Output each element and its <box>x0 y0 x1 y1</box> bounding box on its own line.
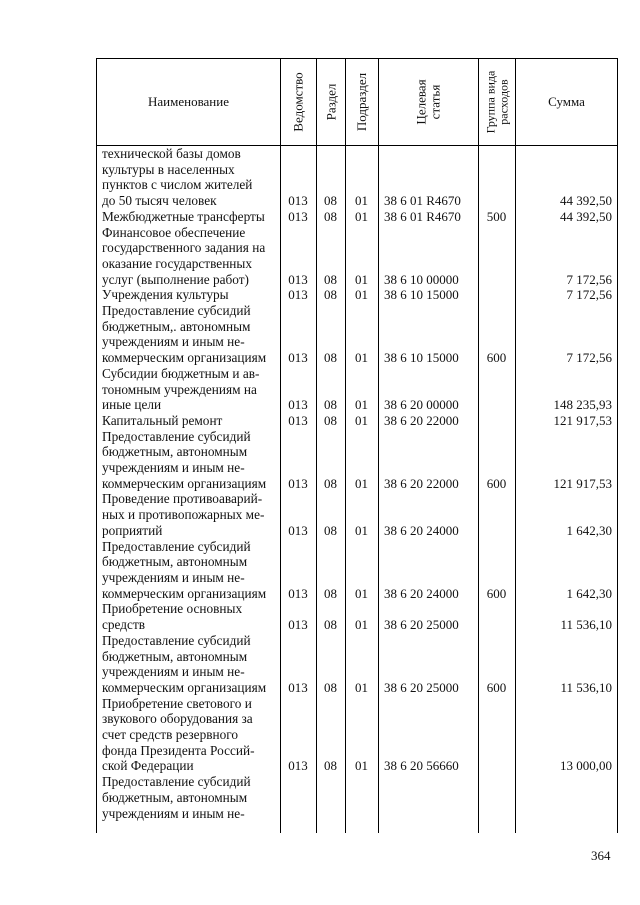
name-line: учреждениям и иным не- <box>102 334 245 350</box>
name-line: до 50 тысяч человек <box>102 193 217 209</box>
name-line: бюджетным, автономным <box>102 554 248 570</box>
cell-podrazdel: 01 <box>355 522 368 538</box>
budget-table <box>96 58 618 833</box>
header-vedomstvo <box>281 59 316 145</box>
cell-vedomstvo: 013 <box>288 271 308 287</box>
table-body <box>97 146 617 821</box>
header-podrazdel <box>346 59 378 145</box>
header-vedomstvo-label: Ведомство <box>290 72 306 132</box>
name-line: Субсидии бюджетным и ав- <box>102 365 260 381</box>
table-row <box>97 774 617 821</box>
name-line: Предоставление субсидий <box>102 774 251 790</box>
cell-name <box>97 696 280 775</box>
table-row <box>97 539 617 602</box>
cell-vedomstvo: 013 <box>288 412 308 428</box>
table-row <box>97 303 617 366</box>
cell-name <box>97 287 280 303</box>
cell-gruppa: 600 <box>486 679 507 695</box>
table-row <box>97 491 617 538</box>
cell-name <box>97 146 280 209</box>
cell-razdel: 08 <box>324 208 337 224</box>
name-line: бюджетным, автономным <box>102 789 248 805</box>
header-gruppa-line2: расходов <box>496 79 510 125</box>
cell-summa: 11 536,10 <box>560 617 612 633</box>
cell-razdel: 08 <box>324 475 337 491</box>
name-line: учреждениям и иным не- <box>102 664 245 680</box>
cell-razdel: 08 <box>324 350 337 366</box>
name-line: Учреждения культуры <box>102 287 229 303</box>
name-line: роприятий <box>102 522 163 538</box>
table-row <box>97 287 617 303</box>
table-row <box>97 209 617 225</box>
cell-celevaya: 38 6 10 00000 <box>384 271 459 287</box>
name-line: учреждениям и иным не- <box>102 460 245 476</box>
cell-podrazdel: 01 <box>355 617 368 633</box>
cell-vedomstvo: 013 <box>288 758 308 774</box>
name-line: коммерческим организациям <box>102 585 267 601</box>
name-line: средств <box>102 617 146 633</box>
cell-razdel: 08 <box>324 397 337 413</box>
cell-podrazdel: 01 <box>355 397 368 413</box>
name-line: ных и противопожарных ме- <box>102 507 265 523</box>
cell-summa: 7 172,56 <box>566 287 612 303</box>
cell-vedomstvo: 013 <box>288 679 308 695</box>
cell-celevaya: 38 6 20 22000 <box>384 412 459 428</box>
cell-gruppa: 500 <box>486 208 507 224</box>
cell-celevaya: 38 6 20 25000 <box>384 679 459 695</box>
name-line: коммерческим организациям <box>102 679 267 695</box>
cell-celevaya: 38 6 20 24000 <box>384 522 459 538</box>
cell-vedomstvo: 013 <box>288 475 308 491</box>
header-gruppa <box>479 59 515 145</box>
name-line: государственного задания на <box>102 240 266 256</box>
cell-razdel: 08 <box>324 271 337 287</box>
cell-vedomstvo: 013 <box>288 397 308 413</box>
cell-celevaya: 38 6 20 22000 <box>384 475 459 491</box>
header-celevaya-line2: статья <box>427 84 443 120</box>
name-line: культуры в населенных <box>102 161 235 177</box>
header-summa <box>516 59 617 145</box>
name-line: коммерческим организациям <box>102 475 267 491</box>
cell-name <box>97 429 280 492</box>
table-row <box>97 429 617 492</box>
cell-vedomstvo: 013 <box>288 522 308 538</box>
name-line: бюджетным, автономным <box>102 444 248 460</box>
name-line: фонда Президента Россий- <box>102 742 255 758</box>
cell-podrazdel: 01 <box>355 412 368 428</box>
cell-gruppa: 600 <box>486 350 507 366</box>
cell-name <box>97 366 280 413</box>
table-row <box>97 225 617 288</box>
cell-summa: 7 172,56 <box>566 350 612 366</box>
cell-razdel: 08 <box>324 412 337 428</box>
name-line: ской Федерации <box>102 758 194 774</box>
cell-summa: 11 536,10 <box>560 679 612 695</box>
cell-summa: 1 642,30 <box>566 585 612 601</box>
cell-podrazdel: 01 <box>355 475 368 491</box>
name-line: Финансовое обеспечение <box>102 224 246 240</box>
table-row <box>97 146 617 209</box>
cell-podrazdel: 01 <box>355 271 368 287</box>
cell-name <box>97 209 280 225</box>
name-line: бюджетным,. автономным <box>102 318 251 334</box>
cell-razdel: 08 <box>324 585 337 601</box>
cell-celevaya: 38 6 10 15000 <box>384 350 459 366</box>
name-line: оказание государственных <box>102 255 253 271</box>
cell-razdel: 08 <box>324 522 337 538</box>
header-celevaya-line1: Целевая <box>413 79 429 125</box>
cell-vedomstvo: 013 <box>288 585 308 601</box>
cell-podrazdel: 01 <box>355 585 368 601</box>
table-row <box>97 633 617 696</box>
cell-razdel: 08 <box>324 193 337 209</box>
cell-name <box>97 413 280 429</box>
cell-celevaya: 38 6 01 R4670 <box>384 208 461 224</box>
header-razdel <box>317 59 345 145</box>
cell-podrazdel: 01 <box>355 287 368 303</box>
name-line: Предоставление субсидий <box>102 538 251 554</box>
cell-vedomstvo: 013 <box>288 208 308 224</box>
name-line: иные цели <box>102 397 162 413</box>
cell-razdel: 08 <box>324 758 337 774</box>
table-row <box>97 696 617 775</box>
cell-name <box>97 539 280 602</box>
cell-podrazdel: 01 <box>355 679 368 695</box>
name-line: Приобретение основных <box>102 601 243 617</box>
cell-name <box>97 491 280 538</box>
cell-summa: 7 172,56 <box>566 271 612 287</box>
table-row <box>97 366 617 413</box>
name-line: технической базы домов <box>102 146 241 161</box>
cell-summa: 13 000,00 <box>560 758 612 774</box>
name-line: Межбюджетные трансферты <box>102 208 265 224</box>
cell-name <box>97 633 280 696</box>
cell-celevaya: 38 6 20 56660 <box>384 758 459 774</box>
name-line: Проведение противоаварий- <box>102 491 263 507</box>
cell-vedomstvo: 013 <box>288 617 308 633</box>
cell-podrazdel: 01 <box>355 758 368 774</box>
name-line: Приобретение светового и <box>102 695 252 711</box>
cell-podrazdel: 01 <box>355 208 368 224</box>
header-razdel-label: Раздел <box>323 83 338 121</box>
cell-name <box>97 303 280 366</box>
cell-gruppa: 600 <box>486 475 507 491</box>
cell-summa: 44 392,50 <box>560 208 612 224</box>
header-summa-label: Сумма <box>548 94 585 109</box>
cell-summa: 44 392,50 <box>560 193 612 209</box>
name-line: Предоставление субсидий <box>102 632 251 648</box>
cell-razdel: 08 <box>324 679 337 695</box>
cell-podrazdel: 01 <box>355 193 368 209</box>
name-line: тономным учреждениям на <box>102 381 257 397</box>
cell-celevaya: 38 6 01 R4670 <box>384 193 461 209</box>
header-gruppa-line1: Группа вида <box>483 70 497 134</box>
cell-summa: 121 917,53 <box>553 475 612 491</box>
cell-summa: 148 235,93 <box>553 397 612 413</box>
cell-razdel: 08 <box>324 617 337 633</box>
header-podrazdel-label: Подраздел <box>354 72 370 132</box>
cell-summa: 1 642,30 <box>566 522 612 538</box>
page-number: 364 <box>591 848 611 863</box>
name-line: услуг (выполнение работ) <box>102 271 249 287</box>
cell-celevaya: 38 6 10 15000 <box>384 287 459 303</box>
cell-name <box>97 601 280 632</box>
header-name <box>97 59 280 145</box>
cell-celevaya: 38 6 20 00000 <box>384 397 459 413</box>
name-line: учреждениям и иным не- <box>102 569 245 585</box>
name-line: счет средств резервного <box>102 727 239 743</box>
name-line: пунктов с числом жителей <box>102 177 253 193</box>
cell-summa: 121 917,53 <box>553 412 612 428</box>
name-line: Предоставление субсидий <box>102 428 251 444</box>
name-line: учреждениям и иным не- <box>102 805 245 821</box>
cell-gruppa: 600 <box>486 585 507 601</box>
name-line: звукового оборудования за <box>102 711 253 727</box>
cell-name <box>97 774 280 821</box>
cell-razdel: 08 <box>324 287 337 303</box>
cell-celevaya: 38 6 20 24000 <box>384 585 459 601</box>
cell-podrazdel: 01 <box>355 350 368 366</box>
cell-name <box>97 225 280 288</box>
name-line: бюджетным, автономным <box>102 648 248 664</box>
cell-vedomstvo: 013 <box>288 193 308 209</box>
cell-vedomstvo: 013 <box>288 350 308 366</box>
name-line: Предоставление субсидий <box>102 303 251 319</box>
cell-celevaya: 38 6 20 25000 <box>384 617 459 633</box>
name-line: Капитальный ремонт <box>102 412 223 428</box>
table-row <box>97 601 617 632</box>
cell-vedomstvo: 013 <box>288 287 308 303</box>
name-line: коммерческим организациям <box>102 350 267 366</box>
header-celevaya <box>379 59 478 145</box>
table-row <box>97 413 617 429</box>
header-name-label: Наименование <box>148 94 229 109</box>
